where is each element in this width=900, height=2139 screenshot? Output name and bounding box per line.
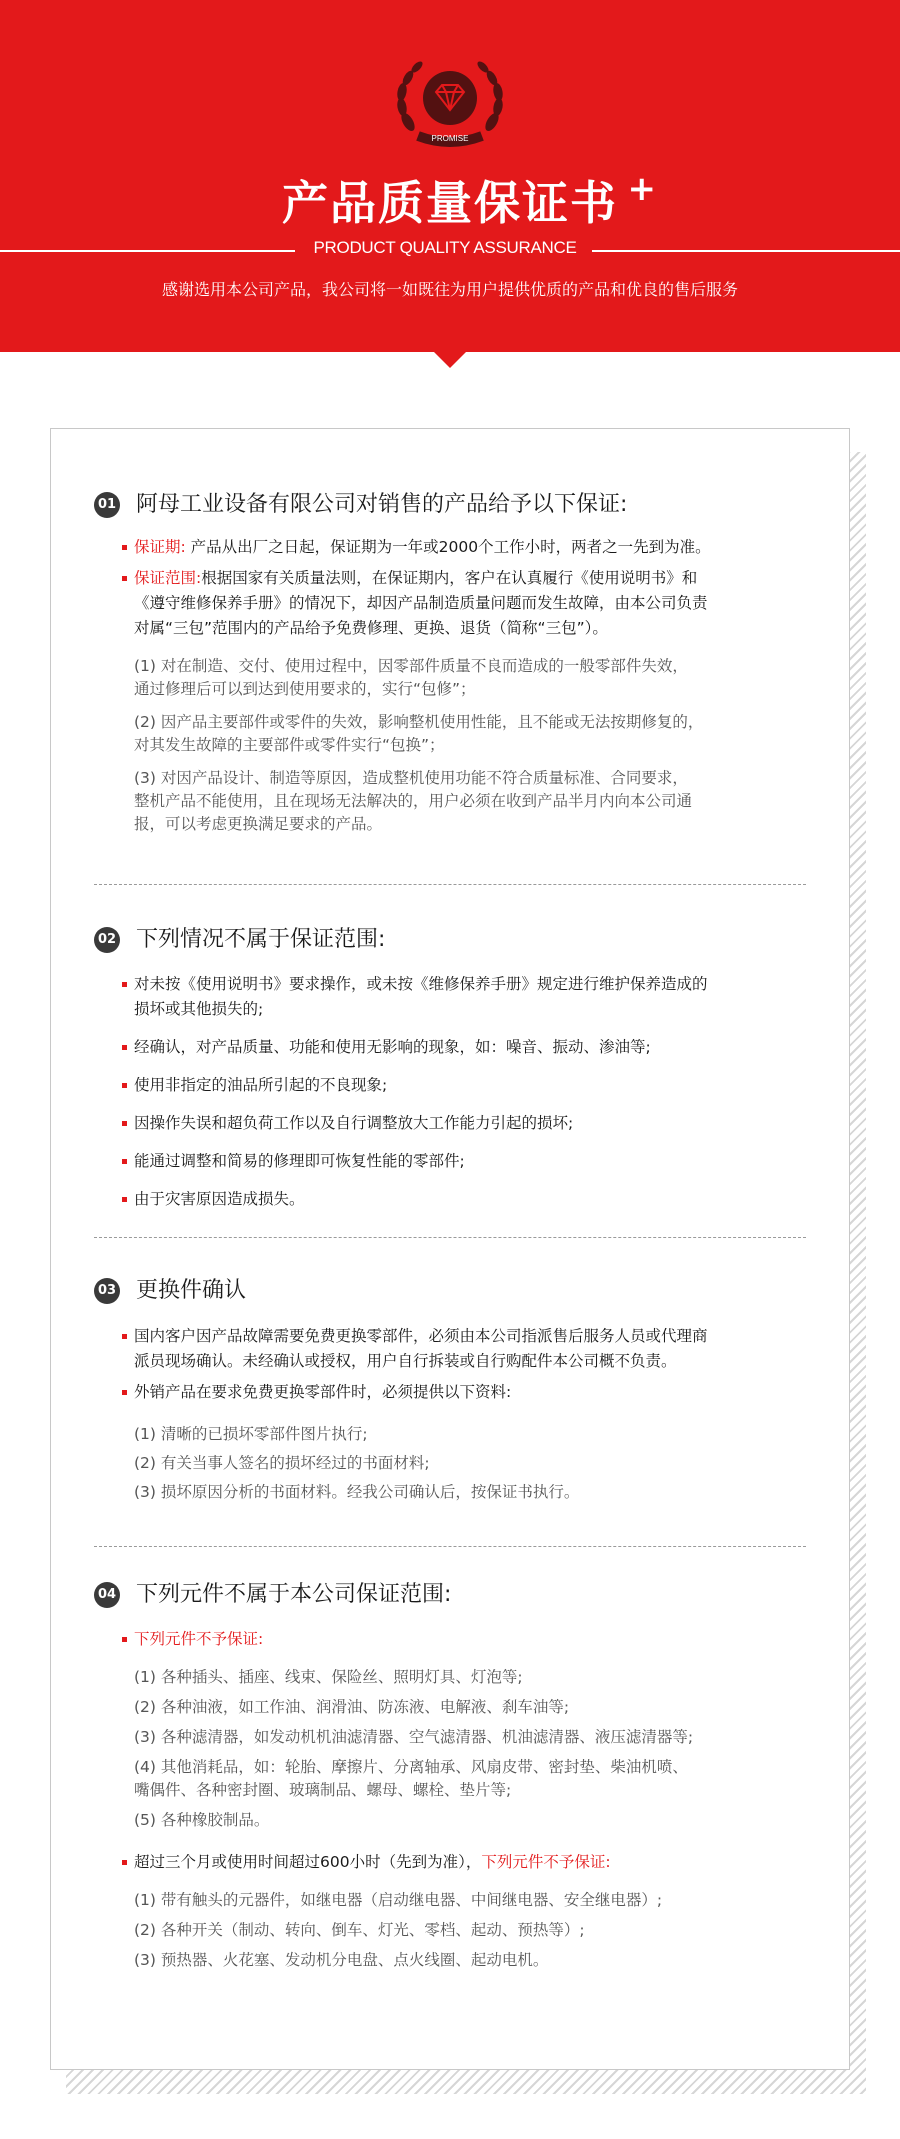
sub-item-text: (1) 带有触头的元器件，如继电器（启动继电器、中间继电器、安全继电器）; (134, 1891, 663, 1909)
sub-item-text: 报，可以考虑更换满足要求的产品。 (134, 815, 383, 833)
item-text: 损坏或其他损失的; (134, 1000, 264, 1018)
item-label: 保证范围: (134, 569, 202, 587)
sub-item-text: 嘴偶件、各种密封圈、玻璃制品、螺母、螺栓、垫片等; (134, 1781, 512, 1799)
item-text: 《遵守维修保养手册》的情况下，却因产品制造质量问题而发生故障，由本公司负责 (134, 594, 708, 612)
section-03-items (122, 1324, 792, 1504)
list-item (122, 1627, 792, 1652)
section-divider (94, 1546, 806, 1547)
item-text: 由于灾害原因造成损失。 (134, 1190, 305, 1208)
sub-item (122, 1452, 792, 1475)
item-text: 产品从出厂之日起，保证期为一年或2000个工作小时，两者之一先到为准。 (190, 538, 711, 556)
section-number: 03 (94, 1278, 120, 1304)
sub-item-text: 整机产品不能使用，且在现场无法解决的，用户必须在收到产品半月内向本公司通 (134, 792, 693, 810)
item-text: 超过三个月或使用时间超过600小时（先到为准）， (134, 1853, 482, 1871)
item-text: 能通过调整和简易的修理即可恢复性能的零部件; (134, 1152, 465, 1170)
item-label: 下列元件不予保证: (481, 1853, 611, 1871)
list-item (122, 1850, 792, 1875)
header-banner (0, 0, 900, 352)
page-title (282, 169, 658, 234)
section-number: 04 (94, 1582, 120, 1608)
sub-item-text: (3) 预热器、火花塞、发动机分电盘、点火线圈、起动电机。 (134, 1951, 549, 1969)
section-01-items (122, 535, 792, 836)
item-label: 下列元件不予保证: (134, 1630, 264, 1648)
sub-item-text: (2) 各种油液，如工作油、润滑油、防冻液、电解液、刹车油等; (134, 1698, 570, 1716)
sub-item (122, 1423, 792, 1446)
sub-item (122, 767, 792, 836)
subtitle-rule-right (592, 250, 900, 252)
sub-item-text: (5) 各种橡胶制品。 (134, 1811, 270, 1829)
section-title: 阿母工业设备有限公司对销售的产品给予以下保证: (136, 492, 628, 517)
sub-item-text: (1) 各种插头、插座、线束、保险丝、照明灯具、灯泡等; (134, 1668, 523, 1686)
sub-item-text: (1) 清晰的已损坏零部件图片执行; (134, 1425, 368, 1443)
item-text: 经确认，对产品质量、功能和使用无影响的现象，如：噪音、振动、渗油等; (134, 1038, 651, 1056)
list-item (122, 1149, 792, 1174)
section-02 (94, 924, 806, 960)
section-04 (94, 1579, 806, 1615)
sub-item-text: 通过修理后可以到达到使用要求的，实行“包修”； (134, 680, 476, 698)
list-item (122, 535, 792, 560)
sub-item-text: (3) 损坏原因分析的书面材料。经我公司确认后，按保证书执行。 (134, 1483, 580, 1501)
emblem-text: PROMISE (431, 134, 469, 143)
plus-mark: + (627, 169, 658, 209)
list-item (122, 1187, 792, 1212)
list-item (122, 1380, 792, 1405)
item-text: 国内客户因产品故障需要免费更换零部件，必须由本公司指派售后服务人员或代理商 (134, 1327, 708, 1345)
section-divider (94, 884, 806, 885)
page-title-text: 产品质量保证书 (282, 176, 618, 230)
sub-item (122, 711, 792, 757)
section-title: 下列情况不属于保证范围: (136, 927, 386, 952)
sub-item (122, 1756, 792, 1802)
subtitle: PRODUCT QUALITY ASSURANCE (313, 238, 577, 257)
item-text: 对属“三包”范围内的产品给予免费修理、更换、退货（简称“三包”）。 (134, 619, 608, 637)
diamond-laurel-emblem (390, 52, 510, 152)
sub-item (122, 1889, 792, 1912)
sub-item (122, 1481, 792, 1504)
sub-item-text: 对其发生故障的主要部件或零件实行“包换”； (134, 736, 445, 754)
section-title: 更换件确认 (136, 1278, 247, 1303)
sub-item-text: (2) 因产品主要部件或零件的失效，影响整机使用性能，且不能或无法按期修复的， (134, 713, 704, 731)
sub-item-text: (3) 各种滤清器，如发动机机油滤清器、空气滤清器、机油滤清器、液压滤清器等; (134, 1728, 694, 1746)
sub-item-text: (3) 对因产品设计、制造等原因，造成整机使用功能不符合质量标准、合同要求， (134, 769, 688, 787)
sub-item (122, 1696, 792, 1719)
warranty-card (50, 428, 850, 2070)
section-title: 下列元件不属于本公司保证范围: (136, 1582, 452, 1607)
section-02-items (122, 972, 792, 1212)
sub-item (122, 655, 792, 701)
list-item (122, 1111, 792, 1136)
item-label: 保证期: (134, 538, 186, 556)
item-text: 因操作失误和超负荷工作以及自行调整放大工作能力引起的损坏; (134, 1114, 574, 1132)
section-divider (94, 1237, 806, 1238)
list-item (122, 566, 792, 641)
sub-item (122, 1949, 792, 1972)
item-text: 使用非指定的油品所引起的不良现象; (134, 1076, 388, 1094)
item-text: 对未按《使用说明书》要求操作，或未按《维修保养手册》规定进行维护保养造成的 (134, 975, 708, 993)
section-03 (94, 1275, 806, 1311)
list-item (122, 972, 792, 1022)
sub-item-text: (1) 对在制造、交付、使用过程中，因零部件质量不良而造成的一般零部件失效， (134, 657, 688, 675)
sub-item (122, 1809, 792, 1832)
section-number: 01 (94, 492, 120, 518)
sub-item-text: (2) 各种开关（制动、转向、倒车、灯光、零档、起动、预热等）; (134, 1921, 585, 1939)
sub-item-text: (2) 有关当事人签名的损坏经过的书面材料; (134, 1454, 430, 1472)
header-notch (432, 350, 468, 368)
subtitle-rule-left (0, 250, 295, 252)
list-item (122, 1073, 792, 1098)
sub-item (122, 1726, 792, 1749)
tagline: 感谢选用本公司产品，我公司将一如既往为用户提供优质的产品和优良的售后服务 (161, 280, 738, 299)
sub-item-text: (4) 其他消耗品，如：轮胎、摩擦片、分离轴承、风扇皮带、密封垫、柴油机喷、 (134, 1758, 688, 1776)
list-item (122, 1324, 792, 1374)
item-text: 根据国家有关质量法则，在保证期内，客户在认真履行《使用说明书》和 (201, 569, 698, 587)
section-number: 02 (94, 927, 120, 953)
item-text: 外销产品在要求免费更换零部件时，必须提供以下资料: (134, 1383, 512, 1401)
list-item (122, 1035, 792, 1060)
sub-item (122, 1919, 792, 1942)
section-04-items (122, 1627, 792, 1972)
sub-item (122, 1666, 792, 1689)
section-01 (94, 489, 806, 525)
item-text: 派员现场确认。未经确认或授权，用户自行拆装或自行购配件本公司概不负责。 (134, 1352, 677, 1370)
